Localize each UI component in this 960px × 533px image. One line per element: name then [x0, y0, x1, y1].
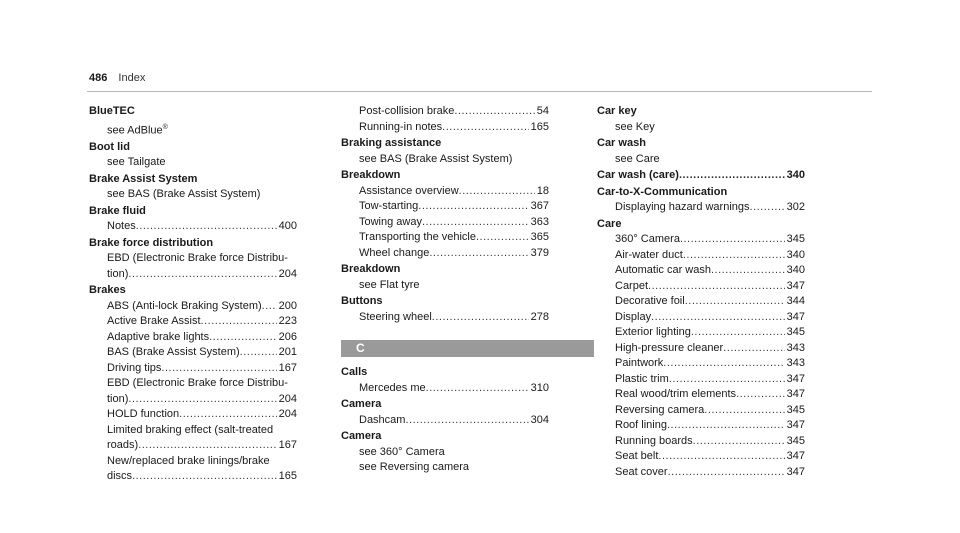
subentry-text: High-pressure cleaner [615, 341, 724, 354]
page-ref[interactable]: 363 [530, 215, 549, 228]
index-entry [341, 294, 549, 325]
dot-leader [454, 104, 534, 120]
index-heading: Care [597, 217, 622, 230]
index-subentry[interactable] [89, 345, 297, 361]
index-heading: Brake force distribution [89, 236, 214, 249]
index-heading: Boot lid [89, 140, 130, 153]
index-subentry [89, 423, 297, 439]
index-subentry[interactable] [89, 361, 297, 377]
page-ref[interactable]: 340 [786, 169, 805, 181]
index-subentry[interactable] [597, 387, 805, 403]
dot-leader [128, 392, 276, 408]
subentry-text: Automatic car wash [615, 264, 711, 276]
page-ref[interactable]: 201 [278, 346, 297, 359]
index-entry [597, 217, 805, 481]
subentry-text: Assistance overview [359, 184, 459, 197]
index-subentry[interactable] [341, 278, 549, 294]
dot-leader [405, 413, 528, 429]
index-entry [597, 104, 805, 135]
index-subentry[interactable] [341, 310, 549, 326]
dot-leader [476, 230, 529, 246]
subentry-text: roads) [107, 439, 139, 452]
page-ref[interactable]: 204 [278, 392, 297, 405]
index-column-3 [597, 104, 805, 481]
index-subentry[interactable] [597, 310, 805, 326]
page-ref[interactable]: 347 [786, 450, 805, 462]
index-subentry[interactable] [341, 184, 549, 200]
page-title: Index [118, 72, 146, 84]
subentry-text: Notes [107, 220, 136, 233]
dot-leader [704, 403, 784, 419]
page-ref[interactable]: 379 [530, 246, 549, 259]
index-subentry[interactable] [597, 434, 805, 450]
page-ref[interactable]: 345 [786, 403, 805, 416]
dot-leader [693, 434, 785, 450]
dot-leader [209, 330, 277, 346]
dot-leader [711, 263, 785, 279]
registered-mark: ® [162, 123, 168, 131]
subentry-text: Steering wheel [359, 310, 432, 323]
subentry-text: Adaptive brake lights [107, 330, 210, 343]
subentry-text: EBD (Electronic Brake force Distribu- [107, 377, 288, 390]
subentry-text: New/replaced brake linings/brake [107, 454, 270, 467]
subentry-text: see BAS (Brake Assist System) [359, 152, 513, 165]
subentry-text: see 360° Camera [359, 445, 445, 458]
page-number: 486 [89, 72, 108, 84]
index-heading: Breakdown [341, 169, 401, 181]
index-subentry[interactable] [597, 200, 805, 216]
page-ref[interactable]: 54 [536, 105, 549, 117]
index-entry [597, 136, 805, 167]
page-ref[interactable]: 400 [278, 220, 297, 233]
index-heading: Buttons [341, 295, 383, 307]
subentry-text: see Flat tyre [359, 278, 420, 291]
subentry-text: discs [107, 470, 133, 483]
dot-leader [685, 294, 785, 310]
index-entry [89, 204, 297, 235]
subentry-text: Driving tips [107, 361, 162, 374]
index-subentry[interactable] [597, 152, 805, 168]
page-ref[interactable]: 344 [786, 295, 805, 307]
index-column-1 [89, 104, 297, 486]
index-subentry[interactable] [341, 215, 549, 231]
section-letter-bar: C [341, 340, 594, 357]
index-subentry[interactable] [89, 330, 297, 346]
index-entry [89, 140, 297, 171]
page-ref[interactable]: 343 [786, 341, 805, 354]
dot-leader [723, 341, 784, 357]
index-subentry[interactable] [597, 341, 805, 357]
page-ref[interactable]: 345 [786, 233, 805, 245]
index-column-2 [341, 104, 549, 477]
subentry-text: tion) [107, 267, 129, 280]
subentry-text: Mercedes me [359, 381, 426, 394]
subentry-text: see BAS (Brake Assist System) [107, 188, 261, 201]
index-heading: Brakes [89, 284, 126, 297]
index-heading: BlueTEC [89, 105, 135, 117]
index-heading: Brake fluid [89, 204, 146, 217]
dot-leader [240, 345, 277, 361]
dot-leader [138, 438, 276, 454]
index-heading-text: Car wash (care) [597, 169, 679, 181]
index-subentry[interactable] [341, 199, 549, 215]
page-ref[interactable]: 167 [278, 439, 297, 452]
page-ref[interactable]: 347 [786, 310, 805, 323]
index-subentry[interactable] [597, 449, 805, 465]
index-subentry[interactable] [597, 294, 805, 310]
page-ref[interactable]: 223 [278, 315, 297, 328]
page-ref[interactable]: 165 [530, 120, 549, 133]
dot-leader [161, 361, 276, 377]
dot-leader [750, 200, 785, 216]
dot-leader [691, 325, 785, 341]
index-entry [341, 429, 549, 476]
index-subentry[interactable] [341, 413, 549, 429]
index-subentry[interactable] [597, 465, 805, 481]
index-heading: Braking assistance [341, 137, 442, 149]
index-heading: Brake Assist System [89, 172, 198, 185]
page-ref[interactable]: 304 [530, 413, 549, 426]
dot-leader [201, 314, 277, 330]
index-subentry[interactable] [341, 246, 549, 262]
index-entry [341, 104, 549, 135]
subentry-text: Wheel change [359, 246, 430, 259]
index-entry [341, 136, 549, 167]
index-heading: Camera [341, 398, 382, 410]
index-subentry[interactable] [89, 155, 297, 171]
index-subentry[interactable] [89, 187, 297, 203]
dot-leader [262, 299, 277, 315]
page-ref[interactable]: 340 [786, 248, 805, 261]
subentry-text: Seat cover [615, 465, 668, 478]
subentry-text: see AdBlue [107, 124, 163, 137]
dot-leader [663, 356, 784, 372]
index-heading: Car wash [597, 137, 646, 149]
subentry-text: BAS (Brake Assist System) [107, 346, 240, 359]
page-ref[interactable]: 206 [278, 330, 297, 343]
index-entry [597, 168, 805, 184]
page-ref[interactable]: 365 [530, 231, 549, 243]
index-subentry[interactable] [89, 469, 297, 485]
index-entry [341, 397, 549, 428]
dot-leader [651, 310, 785, 326]
dot-leader [442, 120, 528, 136]
index-heading: Camera [341, 430, 382, 442]
subentry-text: HOLD function [107, 408, 180, 421]
dot-leader [432, 310, 529, 326]
dot-leader [683, 248, 785, 264]
subentry-text: Carpet [615, 279, 649, 292]
index-subentry[interactable] [597, 325, 805, 341]
subentry-text: 360° Camera [615, 233, 680, 245]
index-subentry [89, 376, 297, 392]
subentry-text: Decorative foil [615, 295, 685, 307]
subentry-text: Display [615, 310, 652, 323]
index-subentry[interactable] [341, 460, 549, 476]
index-subentry [89, 251, 297, 267]
index-entry [597, 185, 805, 216]
page-ref[interactable]: 165 [278, 470, 297, 483]
page-ref[interactable]: 347 [786, 388, 805, 400]
page-ref[interactable]: 302 [786, 201, 805, 213]
page-ref[interactable]: 343 [786, 357, 805, 369]
index-entry [89, 283, 297, 485]
index-heading: Car key [597, 105, 637, 117]
index-subentry[interactable] [89, 219, 297, 235]
index-subentry[interactable] [341, 230, 549, 246]
header-divider [87, 91, 872, 92]
subentry-text: Plastic trim [615, 372, 669, 385]
index-entry [341, 262, 549, 293]
dot-leader [179, 407, 276, 423]
index-subentry[interactable] [597, 418, 805, 434]
page-ref[interactable]: 167 [278, 361, 297, 374]
subentry-text: see Care [615, 152, 660, 165]
subentry-text: Towing away [359, 215, 422, 228]
page-ref[interactable]: 345 [786, 434, 805, 447]
subentry-text: see Tailgate [107, 156, 166, 169]
subentry-text: see Key [615, 120, 655, 133]
page-ref[interactable]: 347 [786, 279, 805, 292]
dot-leader [429, 246, 528, 262]
dot-leader [669, 372, 785, 388]
subentry-text: Exterior lighting [615, 326, 691, 338]
index-subentry[interactable] [341, 445, 549, 461]
dot-leader [736, 387, 785, 403]
index-heading: Breakdown [341, 263, 401, 275]
page-ref[interactable]: 340 [786, 264, 805, 276]
page-ref[interactable]: 347 [786, 372, 805, 385]
subentry-text: EBD (Electronic Brake force Distribu- [107, 252, 288, 265]
subentry-text: see Reversing camera [359, 461, 470, 473]
dot-leader [658, 449, 784, 465]
dot-leader [136, 219, 277, 235]
index-subentry[interactable] [341, 152, 549, 168]
subentry-text: Tow-starting [359, 200, 419, 212]
subentry-text: Transporting the vehicle [359, 231, 476, 243]
page-ref[interactable]: 345 [786, 326, 805, 338]
index-heading[interactable] [597, 168, 805, 184]
index-subentry[interactable] [89, 299, 297, 315]
index-subentry[interactable] [597, 356, 805, 372]
index-subentry[interactable] [89, 267, 297, 283]
index-subentry[interactable] [597, 279, 805, 295]
index-subentry[interactable] [89, 314, 297, 330]
subentry-text: Displaying hazard warnings [615, 201, 750, 213]
page-ref[interactable]: 204 [278, 267, 297, 280]
index-subentry[interactable] [597, 232, 805, 248]
dot-leader [668, 465, 785, 481]
index-subentry[interactable] [341, 120, 549, 136]
dot-leader [426, 381, 529, 397]
index-entry [89, 236, 297, 283]
subentry-text: Active Brake Assist [107, 315, 201, 328]
subentry-text: Paintwork [615, 357, 664, 369]
dot-leader [679, 168, 785, 184]
index-heading: Calls [341, 366, 368, 378]
index-subentry[interactable] [597, 263, 805, 279]
subentry-text: Reversing camera [615, 403, 705, 416]
dot-leader [648, 279, 785, 295]
dot-leader [128, 267, 276, 283]
page-ref[interactable]: 347 [786, 419, 805, 431]
page-ref[interactable]: 367 [530, 200, 549, 212]
index-subentry [89, 454, 297, 470]
subentry-text: Post-collision brake [359, 105, 455, 117]
subentry-text: Seat belt [615, 450, 659, 462]
dot-leader [667, 418, 785, 434]
index-subentry[interactable] [597, 248, 805, 264]
index-subentry[interactable] [341, 381, 549, 397]
dot-leader [422, 215, 529, 231]
subentry-text: tion) [107, 392, 129, 405]
index-subentry[interactable] [89, 120, 297, 139]
index-entry [341, 365, 549, 396]
subentry-text: Roof lining [615, 419, 667, 431]
page-ref[interactable]: 18 [536, 184, 549, 197]
index-heading: Car-to-X-Communication [597, 185, 728, 198]
page-ref[interactable]: 200 [278, 299, 297, 312]
index-subentry[interactable] [89, 407, 297, 423]
subentry-text: Limited braking effect (salt-treated [107, 423, 274, 436]
index-entry [341, 168, 549, 261]
dot-leader [132, 469, 277, 485]
dot-leader [680, 232, 785, 248]
index-subentry[interactable] [89, 438, 297, 454]
subentry-text: Air-water duct [615, 248, 683, 261]
dot-leader [418, 199, 528, 215]
subentry-text: Real wood/trim elements [615, 388, 737, 400]
page-header [89, 72, 145, 86]
subentry-text: Dashcam [359, 413, 406, 426]
subentry-text: Running boards [615, 434, 693, 447]
index-subentry[interactable] [341, 104, 549, 120]
index-entry [89, 172, 297, 203]
page-ref[interactable]: 204 [278, 408, 297, 421]
page-ref[interactable]: 347 [786, 465, 805, 478]
index-subentry[interactable] [89, 392, 297, 408]
subentry-text: Running-in notes [359, 120, 443, 133]
index-subentry[interactable] [597, 372, 805, 388]
index-subentry[interactable] [597, 120, 805, 136]
index-subentry[interactable] [597, 403, 805, 419]
subentry-text: ABS (Anti-lock Braking System) [107, 299, 262, 312]
page-ref[interactable]: 310 [530, 381, 549, 394]
page-ref[interactable]: 278 [530, 310, 549, 323]
index-entry [89, 104, 297, 139]
dot-leader [459, 184, 535, 200]
